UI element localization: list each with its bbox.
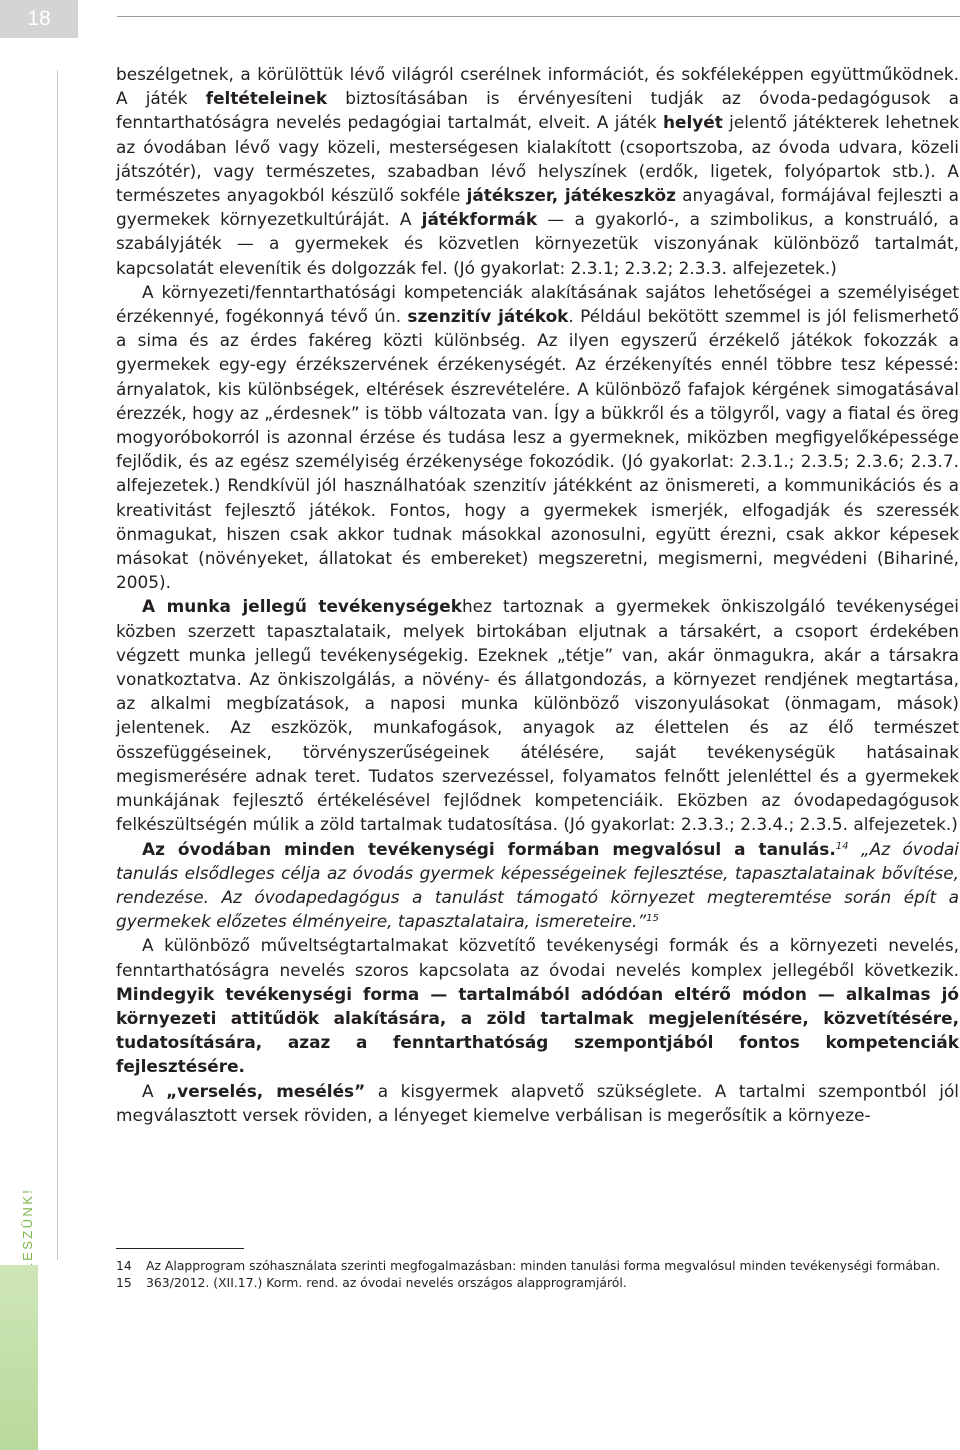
text-run: anyagával, formájával fejleszti a gyermekek környezetkultúráját. A <box>116 185 959 230</box>
bold-term: szenzitív játékok <box>407 306 569 327</box>
paragraph <box>116 280 959 595</box>
text-run: . Például bekötött szemmel is jól felismerhető a sima és az érdes fakéreg közti különbség. Az ilyen egyszerű érzékelő játékok fokozzák a gyermekek egy-egy érzékszervének érzékenységét. Az érzékenyítés ennél többre tesz képessé: árnyalatok, kis különbségek, eltérések észrevételére. A különböző fafajok kérgének simogatásával érezzék, hogy az „érdesnek” is több változata van. Így a bükkről és a tölgyről, vagy a fiatal és öreg mogyoróbokorról is azonnal érzése és tudása lesz a gyermeknek, miközben megfigyelőképessége fejlődik, és az egész személyiség érzékenysége fokozódik. (Jó gyakorlat: 2.3.1.; 2.3.5; 2.3.6; 2.3.7. alfejezetek.) Rendkívül jól használhatóak szenzitív játékként az önismereti, a kommunikációs és a kreativitást fejlesztő játékok. Fontos, hogy a gyermekek ismerjék, elfogadják és szeressék önmagukat, hiszen csak akkor tudnak másokkal azonosulni, együtt érezni, csak akkor képesek másokat (növényeket, állatokat és embereket) megszeretni, megismerni, megvédeni (Bihariné, 2005). <box>116 306 959 593</box>
bold-term: feltételeinek <box>205 88 328 109</box>
footnote-ref: 14 <box>835 840 849 852</box>
text-run: hez tartoznak a gyermekek önkiszolgáló tevékenységei közben szerzett tapasztalataik, melyek birtokában eljutnak a társakért, a csoport érdekében végzett munka jellegű tevékenységekig. Ezeknek „tétje” van, akár önmagukra, akár a társakra vonatkoztatva. Az önkiszolgálás, a növény- és állatgondozás, a környezet rendjének megtartása, az alkalmi megbízatások, a naposi munka különböző viszonyulásokat (önmagam, mások) jelentenek. Az eszközök, munkafogások, anyagok az élettelen és az élő természet összefüggéseinek, törvényszerűségeinek átélésére, saját tevékenységük hatásainak megismerésére adnak teret. Tudatos szervezéssel, folyamatos felnőtt jelenléttel és a gyermekek munkájának fejlesztő értékelésével fejlődnek kompetenciáik. Eközben az óvodapedagógusok felkészültségén múlik a zöld tartalmak tudatosítása. (Jó gyakorlat: 2.3.3.; 2.3.4.; 2.3.5. alfejezetek.) <box>116 596 959 835</box>
text-run: A környezeti/fenntarthatósági kompetenciák alakításának sajátos lehetőségei a személyiséget érzékennyé, fogékonnyá tévő ún. <box>116 281 959 327</box>
paragraph <box>116 837 959 934</box>
text-run: beszélgetnek, a körülöttük lévő világról cserélnek információt, és sokféleképpen együttműködnek. A játék <box>116 64 959 109</box>
footnote-text: Az Alapprogram szóhasználata szerinti megfogalmazásban: minden tanulási forma megvalósul minden tevékenységi formában. <box>146 1258 941 1273</box>
bold-term: helyét <box>662 112 723 133</box>
text-run: „Az óvodai tanulás elsődleges célja az óvodás gyermek képességeinek fejlesztése, tapasztalatainak bővítése, rendezése. Az óvodapedagógus a tanulást támogató környezet megteremtése során épít a gyermekek előzetes élményeire, tapasztalataira, ismereteire.” <box>116 838 959 932</box>
header-rule <box>117 16 960 17</box>
text-run: A <box>142 1080 167 1101</box>
bold-term: játékformák <box>421 209 538 230</box>
footnote-number: 14 <box>116 1258 132 1273</box>
footnotes <box>116 1257 946 1291</box>
footnote-number: 15 <box>116 1275 132 1290</box>
text-run: — a gyakorló-, a szimbolikus, a konstruáló, a szabályjáték — a gyermekek és közvetlen környezetük viszonyának különböző tartalmát, kapcsolatát elevenítik és dolgozzák fel. (Jó gyakorlat: 2.3.1; 2.3.2; 2.3.3. alfejezetek.) <box>116 209 959 278</box>
text-run: biztosításában is érvényesíteni tudják az óvoda-pedagógusok a fenntarthatóságra nevelés pedagógiai tartalmát, elveit. A játék <box>116 88 959 133</box>
footnote-rule <box>116 1248 244 1249</box>
paragraph <box>116 933 959 1078</box>
footnote-ref: 15 <box>646 913 659 925</box>
text-run: a kisgyermek alapvető szükséglete. A tartalmi szempontból jól megválasztott versek röviden, a lényeget kiemelve verbálisan is megerősítik a környeze- <box>116 1080 959 1125</box>
paragraph <box>116 1079 959 1127</box>
body-text <box>116 62 959 1127</box>
page-number: 18 <box>0 0 78 38</box>
bold-term: Az óvodában minden tevékenységi formában megvalósul a tanulás. <box>142 838 836 859</box>
text-run: jelentő játékterek lehetnek az óvodában lévő vagy közeli, mesterségesen kialakított (csoportszoba, az óvoda udvara, közeli játszótér), vagy természetes, szabadban lévő helyszínek (erdők, ligetek, folyópartok stb.). A természetes anyagokból készülő sokféle <box>116 112 959 206</box>
bold-term: Mindegyik tevékenységi forma — tartalmából adódóan eltérő módon — alkalmas jó környezeti attitűdök alakítására, a zöld tartalmak megjelenítésére, közvetítésére, tudatosítására, azaz a fenntarthatóság szempontjából fontos kompetenciák fejlesztésére. <box>116 983 959 1077</box>
bold-term: játékszer, játékeszköz <box>466 185 676 206</box>
footnote <box>116 1257 946 1274</box>
footnote-text: 363/2012. (XII.17.) Korm. rend. az óvodai nevelés országos alapprogramjáról. <box>146 1275 627 1290</box>
paragraph <box>116 594 959 836</box>
footnote <box>116 1274 946 1291</box>
text-run: A különböző műveltségtartalmakat közvetítő tevékenységi formák és a környezeti nevelés, fenntarthatóságra nevelés szoros kapcsolata az óvodai nevelés komplex jellegéből következik. <box>116 935 959 980</box>
bold-term: A munka jellegű tevékenységek <box>142 596 462 617</box>
paragraph <box>116 62 959 280</box>
green-accent-bar <box>0 1265 38 1450</box>
bold-term: „verselés, mesélés” <box>166 1080 366 1101</box>
margin-rule <box>57 70 58 1260</box>
